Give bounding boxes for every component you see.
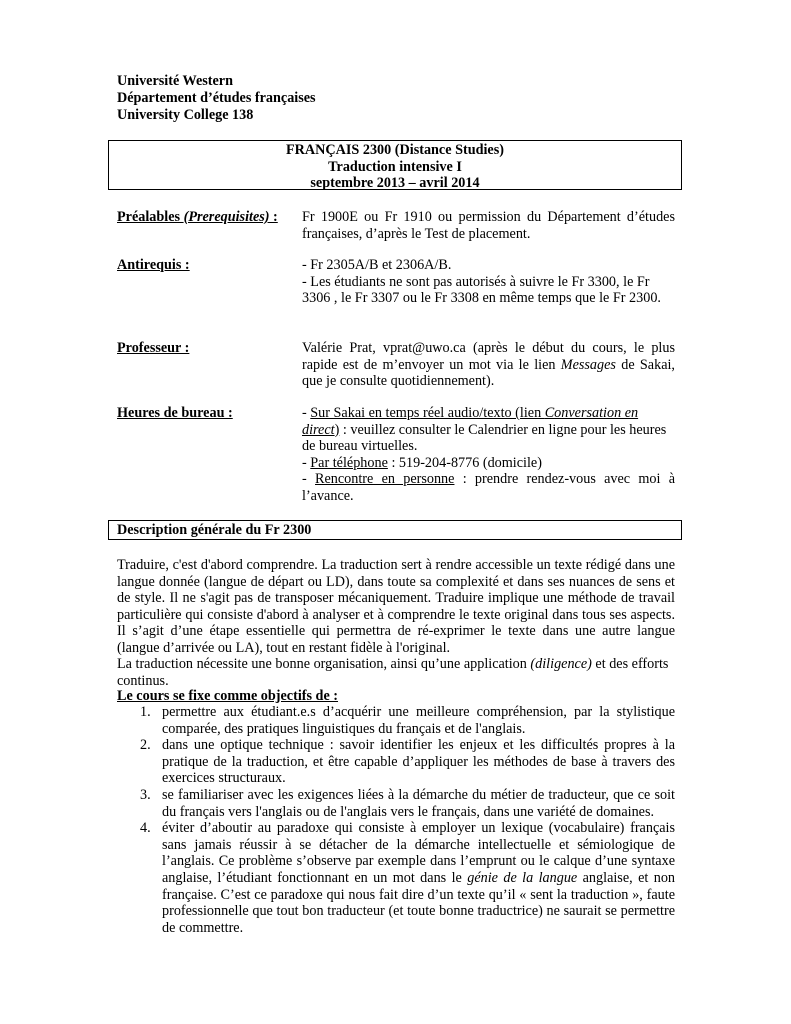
conversation-link-text: Conversation en direct	[302, 405, 639, 438]
description-heading: Description générale du Fr 2300	[117, 522, 312, 538]
prerequisites-label-main: Préalables	[117, 209, 184, 225]
prerequisites-label	[117, 209, 278, 226]
objective-item	[117, 820, 675, 936]
office-hours-value	[302, 405, 675, 505]
objective-text-end: anglaise, et non française. C’est ce paradoxe qui nous fait dire d’un texte qu’il « sent la traduction », faute professionnelle que tout bon traducteur (et toute bonne traductrice) ne saurait se permettre de commettre.	[162, 869, 676, 936]
prerequisites-label-colon: :	[269, 209, 278, 225]
objective-text: dans une optique technique : savoir identifier les enjeux et les difficultés propres à la pratique de la traduction, et être capable d’appliquer les méthodes de base à travers des exercices structuraux.	[162, 737, 675, 787]
objective-text: se familiariser avec les exigences liées à la démarche du métier de traducteur, que ce soit du français vers l'anglais ou de l'anglais vers le français, dans une variété de domaines.	[162, 786, 675, 820]
professor-value	[302, 340, 675, 390]
antirequisites-line-1: - Fr 2305A/B et 2306A/B.	[302, 257, 452, 273]
office-hours-label: Heures de bureau :	[117, 405, 233, 421]
office-location: University College 138	[117, 107, 254, 123]
objective-item	[117, 787, 675, 820]
course-title-box	[108, 140, 682, 190]
objective-text: éviter d’aboutir au paradoxe qui consiste à employer un lexique (vocabulaire) français sans jamais réussir à se détacher de la démarche intellectuelle et sémiologique de l’anglais. Ce problème s’observe par exemple dans l’emprunt ou le calque d’une syntaxe anglaise, l’étudiant fonctionnant en un mot dans le	[162, 820, 675, 886]
objective-number: 2.	[140, 737, 151, 754]
para2-text-end: et des efforts continus.	[117, 656, 669, 689]
phone-number: : 519-204-8776 (domicile)	[387, 454, 542, 471]
in-person-detail: : prendre rendez-vous avec moi à l’avance.	[302, 471, 675, 504]
sakai-detail: : veuillez consulter le Calendrier en ligne pour les heures de bureau virtuelles.	[302, 421, 667, 455]
office-hours-phone	[302, 455, 675, 472]
objectives-heading: Le cours se fixe comme objectifs de :	[117, 688, 339, 704]
university-name: Université Western	[117, 73, 233, 89]
professor-text-end: de Sakai, que je consulte quotidiennement).	[302, 356, 675, 390]
para2-italic: (diligence)	[530, 656, 592, 672]
paren-close: )	[334, 421, 340, 438]
department-name: Département d’études françaises	[117, 90, 316, 106]
description-paragraph-1: Traduire, c'est d'abord comprendre. La traduction sert à rendre accessible un texte rédigé dans une langue donnée (langue de départ ou LD), dans toute sa complexité et dans ses nuances de sens et de style. Il ne s'agit pas de transposer mécaniquement. Traduire implique une méthode de travail particulière qui consiste d'abord à analyser et à comprendre le texte original dans tous ses aspects. Il s’agit d’une étape essentielle qui permettra de ré-exprimer le texte dans une autre langue (langue d’arrivée ou LA), tout en restant fidèle à l'original.	[117, 557, 675, 656]
course-title: FRANÇAIS 2300 (Distance Studies)	[286, 142, 504, 158]
description-paragraph-2	[117, 656, 675, 689]
professor-text: Valérie Prat, vprat@uwo.ca (après le début du cours, le plus rapide est de m’envoyer un mot via le lien	[302, 340, 675, 373]
institution-header	[117, 73, 316, 124]
dash: -	[302, 405, 311, 421]
in-person-method: Rencontre en personne	[315, 471, 455, 488]
course-dates: septembre 2013 – avril 2014	[310, 175, 480, 191]
antirequisites-label: Antirequis :	[117, 257, 190, 273]
objective-number: 1.	[140, 704, 151, 720]
description-heading-box	[108, 520, 682, 540]
dash: -	[302, 471, 315, 488]
objective-text: permettre aux étudiant.e.s d’acquérir une meilleure compréhension, par la stylistique comparée, des pratiques linguistiques du français et de l'anglais.	[162, 704, 675, 737]
antirequisites-line-2: - Les étudiants ne sont pas autorisés à suivre le Fr 3300, le Fr 3306 , le Fr 3307 ou le Fr 3308 en même temps que le Fr 2300.	[302, 273, 661, 307]
phone-method: Par téléphone	[310, 454, 388, 471]
dash: -	[302, 454, 311, 471]
office-hours-sakai	[302, 405, 675, 455]
messages-link-text: Messages	[560, 356, 616, 373]
objective-item	[117, 737, 675, 787]
prerequisites-value: Fr 1900E ou Fr 1910 ou permission du Département d’études françaises, d’après le Test de placement.	[302, 209, 675, 242]
objectives-list	[117, 704, 675, 936]
office-hours-in-person	[302, 471, 675, 504]
prerequisites-label-english: (Prerequisites)	[183, 209, 270, 225]
objective-number: 4.	[140, 820, 151, 837]
course-subtitle: Traduction intensive I	[328, 158, 462, 175]
professor-label: Professeur :	[117, 340, 190, 356]
sakai-method: Sur Sakai en temps réel audio/texto (lien	[310, 405, 545, 421]
objective-italic: génie de la langue	[467, 869, 578, 886]
para2-text: La traduction nécessite une bonne organisation, ainsi qu’une application	[117, 656, 531, 672]
objective-item	[117, 704, 675, 737]
antirequisites-value	[302, 257, 675, 307]
objective-number: 3.	[140, 786, 151, 803]
